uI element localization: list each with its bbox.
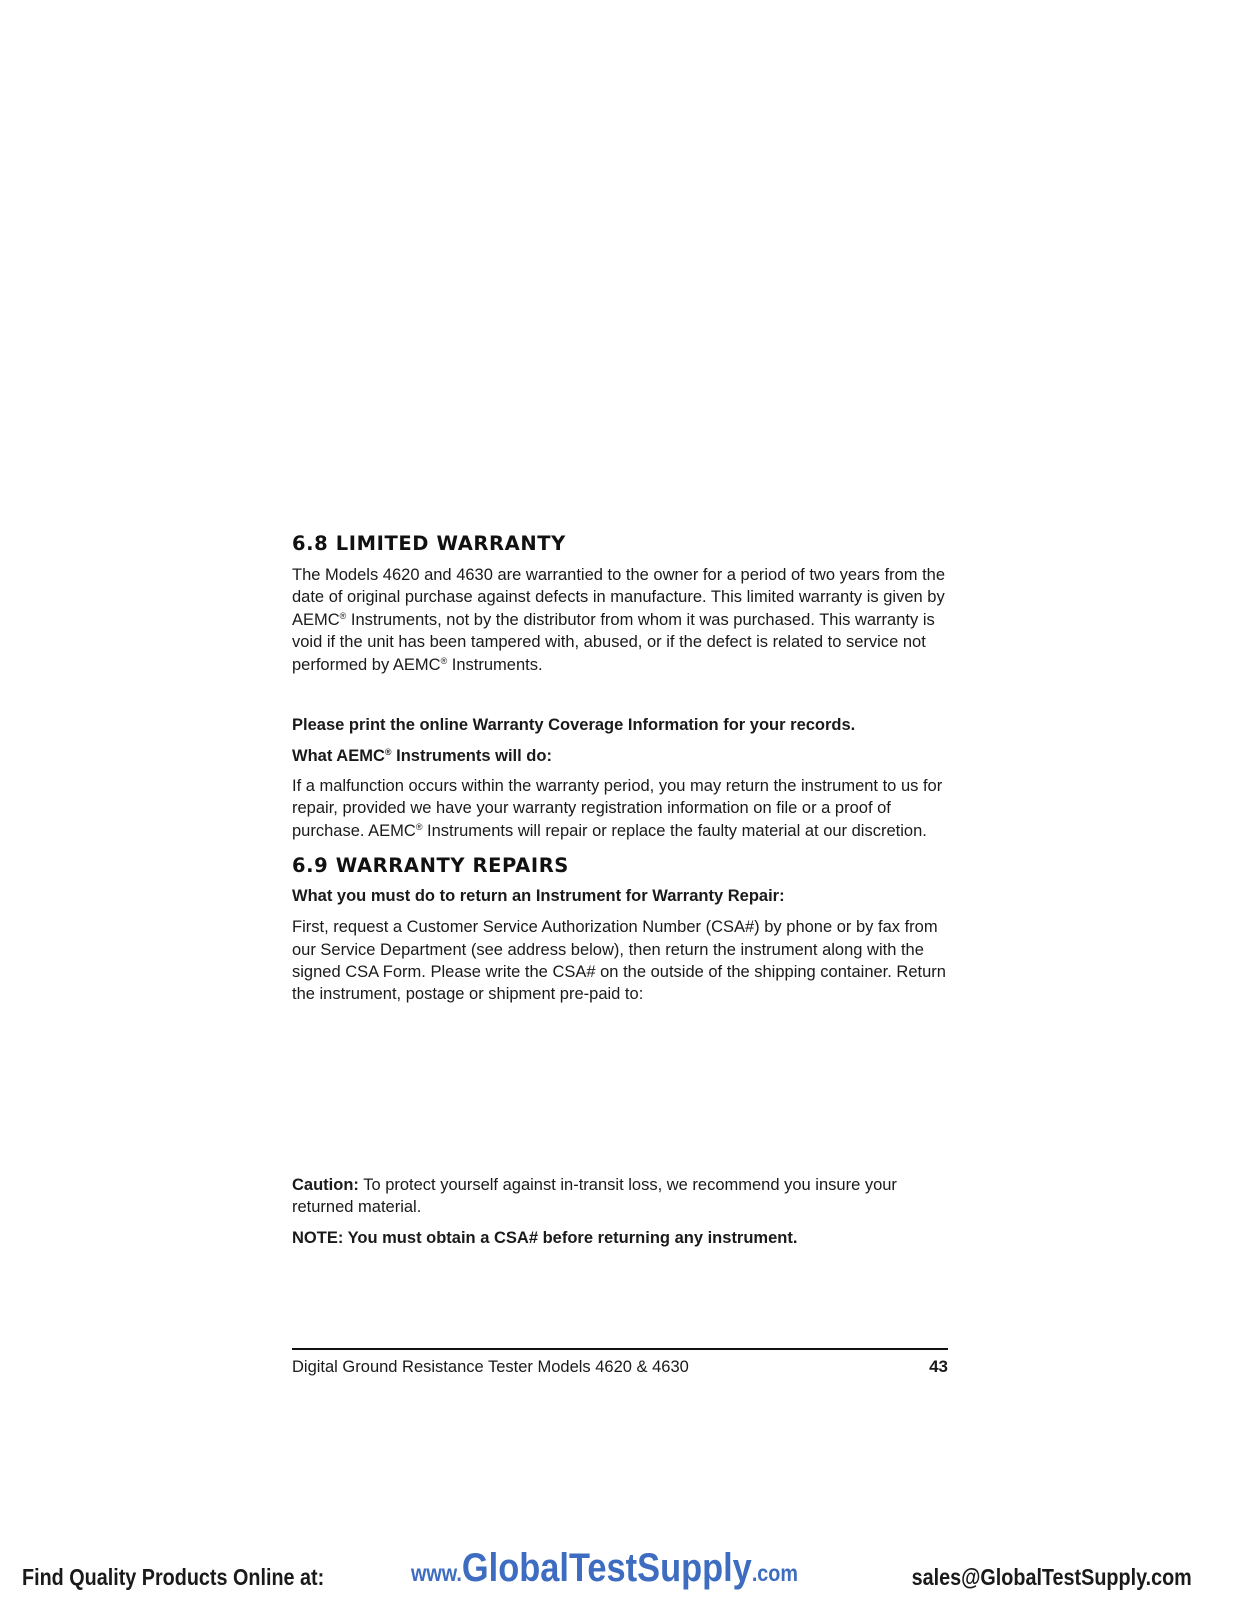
warranty-text-1: The Models 4620 and 4630 are warrantied to the owner for a period of two years from the date of original purchase against defects in manufacture. This limited warranty is given by AEMC (292, 566, 946, 629)
what-aemc-will-do-heading (292, 745, 948, 767)
print-warranty-notice: Please print the online Warranty Coverage Information for your records. (292, 716, 856, 735)
footer-divider (292, 1348, 948, 1350)
caution-label: Caution: (292, 1175, 359, 1194)
malfunction-paragraph (292, 775, 948, 842)
limited-warranty-paragraph (292, 564, 948, 676)
malfunction-text-1: If a malfunction occurs within the warranty period, you may return the instrument to us for repair, provided we have your warranty registration information on file or a proof of purchase. AEMC (292, 777, 943, 840)
malfunction-text-2: Instruments will repair or replace the faulty material at our discretion. (422, 821, 927, 840)
csa-note: NOTE: You must obtain a CSA# before returning any instrument. (292, 1228, 798, 1247)
website-www: www. (411, 1560, 462, 1586)
caution-text: To protect yourself against in-transit loss, we recommend you insure your returned material. (292, 1175, 897, 1217)
will-do-text-2: Instruments will do: (391, 747, 552, 766)
return-instructions-heading: What you must do to return an Instrument for Warranty Repair: (292, 887, 785, 906)
sales-email-link[interactable]: sales@GlobalTestSupply.com (911, 1564, 1192, 1590)
warranty-text-3: Instruments. (447, 655, 543, 674)
caution-paragraph (292, 1174, 948, 1219)
page-footer (292, 1357, 948, 1377)
footer-document-title: Digital Ground Resistance Tester Models 4620 & 4630 (292, 1358, 689, 1376)
page-number: 43 (929, 1357, 948, 1376)
registered-mark: ® (339, 610, 347, 621)
website-tld: .com (751, 1560, 798, 1586)
return-instructions-paragraph: First, request a Customer Service Authorization Number (CSA#) by phone or by fax from our Service Department (see address below), then return the instrument along with the signed CSA Form. Please write the CSA# on the outside of the shipping container. Return the instrument, postage or shipment pre-paid to: (292, 918, 946, 1004)
registered-mark: ® (415, 821, 423, 832)
website-link[interactable] (411, 1546, 798, 1591)
page-content (292, 532, 948, 1249)
section-heading-limited-warranty: 6.8 LIMITED WARRANTY (292, 532, 566, 555)
promo-banner (0, 1546, 1237, 1596)
website-name: GlobalTestSupply (461, 1546, 752, 1590)
section-heading-warranty-repairs: 6.9 WARRANTY REPAIRS (292, 854, 569, 878)
registered-mark: ® (384, 747, 392, 758)
registered-mark: ® (440, 655, 448, 666)
banner-tagline: Find Quality Products Online at: (22, 1564, 325, 1590)
will-do-text-1: What AEMC (292, 747, 385, 766)
warranty-text-2: Instruments, not by the distributor from whom it was purchased. This warranty is void if the unit has been tampered with, abused, or if the defect is related to service not performed by AEMC (292, 610, 935, 674)
